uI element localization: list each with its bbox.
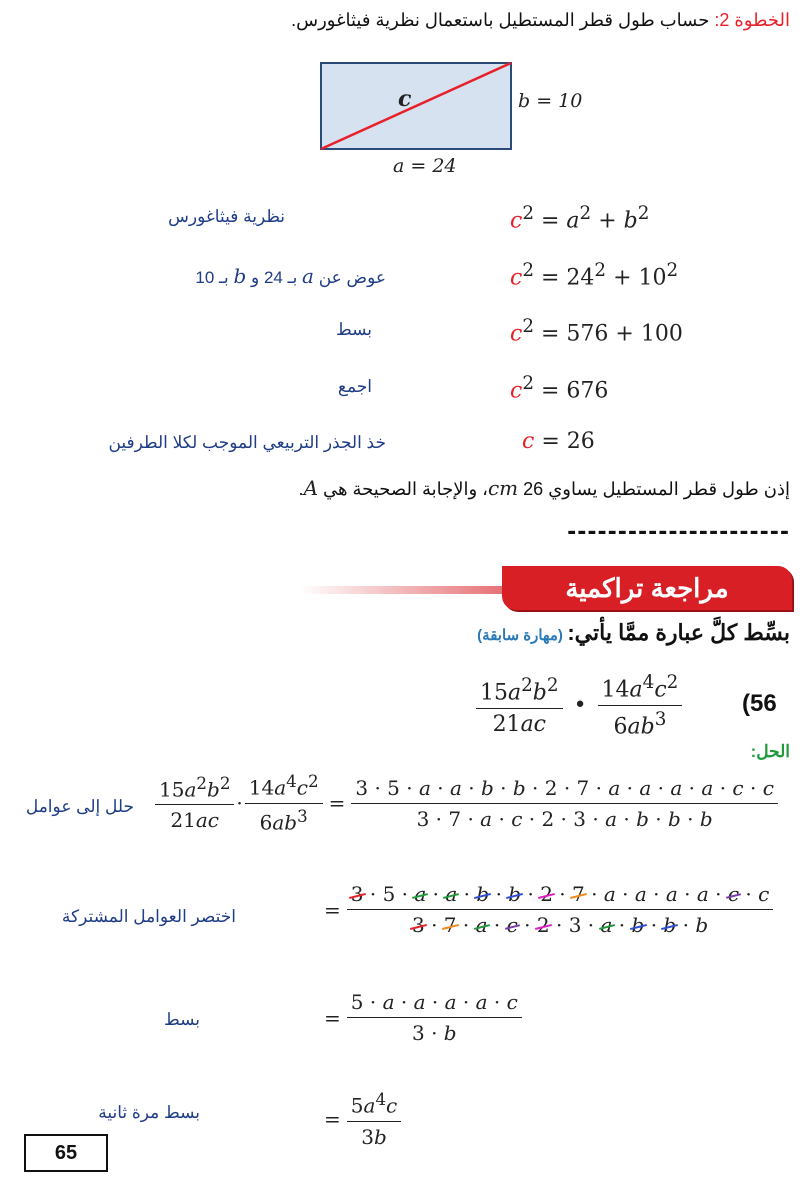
problem-expression: $\frac{15a^2b^2}{21ac}$ • $\frac{14a^4c^2}{6ab^3}$ xyxy=(476,672,682,740)
solution-step-simplify-again: بسط مرة ثانية xyxy=(98,1103,200,1122)
step-label-pythagoras: نظرية فيثاغورس xyxy=(168,207,285,226)
diagonal-label: c xyxy=(398,86,412,112)
side-a-label: a = 24 xyxy=(393,155,457,177)
step-2-text: حساب طول قطر المستطيل باستعمال نظرية فيثاغورس. xyxy=(291,10,710,30)
solution-equation-1: $\frac{15a^2b^2}{21ac}$ · $\frac{14a^4c^2}{6ab^3}$ = $\frac{3 \cdot 5 \cdot a \cdot a \cdot b \cdot b \cdot 2 \cdot 7 \cdot a \cdot a \cdot a \cdot a \cdot c \cdot c}{3 \cdot 7 \cdot a \cdot c \cdot 2 \cdot 3 \cdot a \cdot b \cdot b \cdot b}$ xyxy=(155,772,778,834)
solution-equation-3: = $\frac{5 \cdot a \cdot a \cdot a \cdot a \cdot c}{3 \cdot b}$ xyxy=(318,990,522,1045)
equation-4: $c^2 = 676$ xyxy=(510,373,609,404)
step-label-sqrt: خذ الجذر التربيعي الموجب لكلا الطرفين xyxy=(108,433,386,452)
equation-5: c = 26 xyxy=(522,429,595,454)
step-2-heading xyxy=(291,10,790,31)
conclusion-text: إذن طول قطر المستطيل يساوي 26 cm، والإجابة الصحيحة هي A. xyxy=(298,476,790,500)
side-b-label: b = 10 xyxy=(518,90,583,112)
solution-step-factor: حلل إلى عوامل xyxy=(25,797,134,816)
solution-step-simplify: بسط xyxy=(163,1010,200,1029)
step-2-label: الخطوة 2: xyxy=(714,10,790,30)
solution-label: الحل: xyxy=(750,742,790,761)
review-instruction: بسِّط كلَّ عبارة ممَّا يأتي: (مهارة سابقة) xyxy=(477,620,790,645)
equation-2: $c^2 = 24^2 + 10^2$ xyxy=(510,260,679,291)
problem-number: (56 xyxy=(742,690,777,717)
review-banner: مراجعة تراكمية xyxy=(502,566,792,610)
solution-step-cancel: اختصر العوامل المشتركة xyxy=(61,907,236,926)
step-label-simplify: بسط xyxy=(335,320,372,339)
step-label-add: اجمع xyxy=(337,377,372,396)
solution-equation-2: = $\frac{3 \cdot 5 \cdot a \cdot a \cdot b \cdot b \cdot 2 \cdot 7 \cdot a \cdot a \cdot a \cdot a \cdot c \cdot c}{3 \cdot 7 \cdot a \cdot c \cdot 2 \cdot 3 \cdot a \cdot b \cdot b \cdot b}$ xyxy=(318,882,773,937)
section-divider: ---------------------- xyxy=(567,520,790,545)
equation-3: $c^2 = 576 + 100$ xyxy=(510,316,683,347)
equation-1: $c^2 = a^2 + b^2$ xyxy=(510,203,650,234)
solution-equation-4: = $\frac{5a^4c}{3b}$ xyxy=(318,1090,401,1149)
step-label-substitute: عوض عن a بـ 24 و b بـ 10 xyxy=(195,264,386,288)
page-number: 65 xyxy=(24,1134,108,1172)
